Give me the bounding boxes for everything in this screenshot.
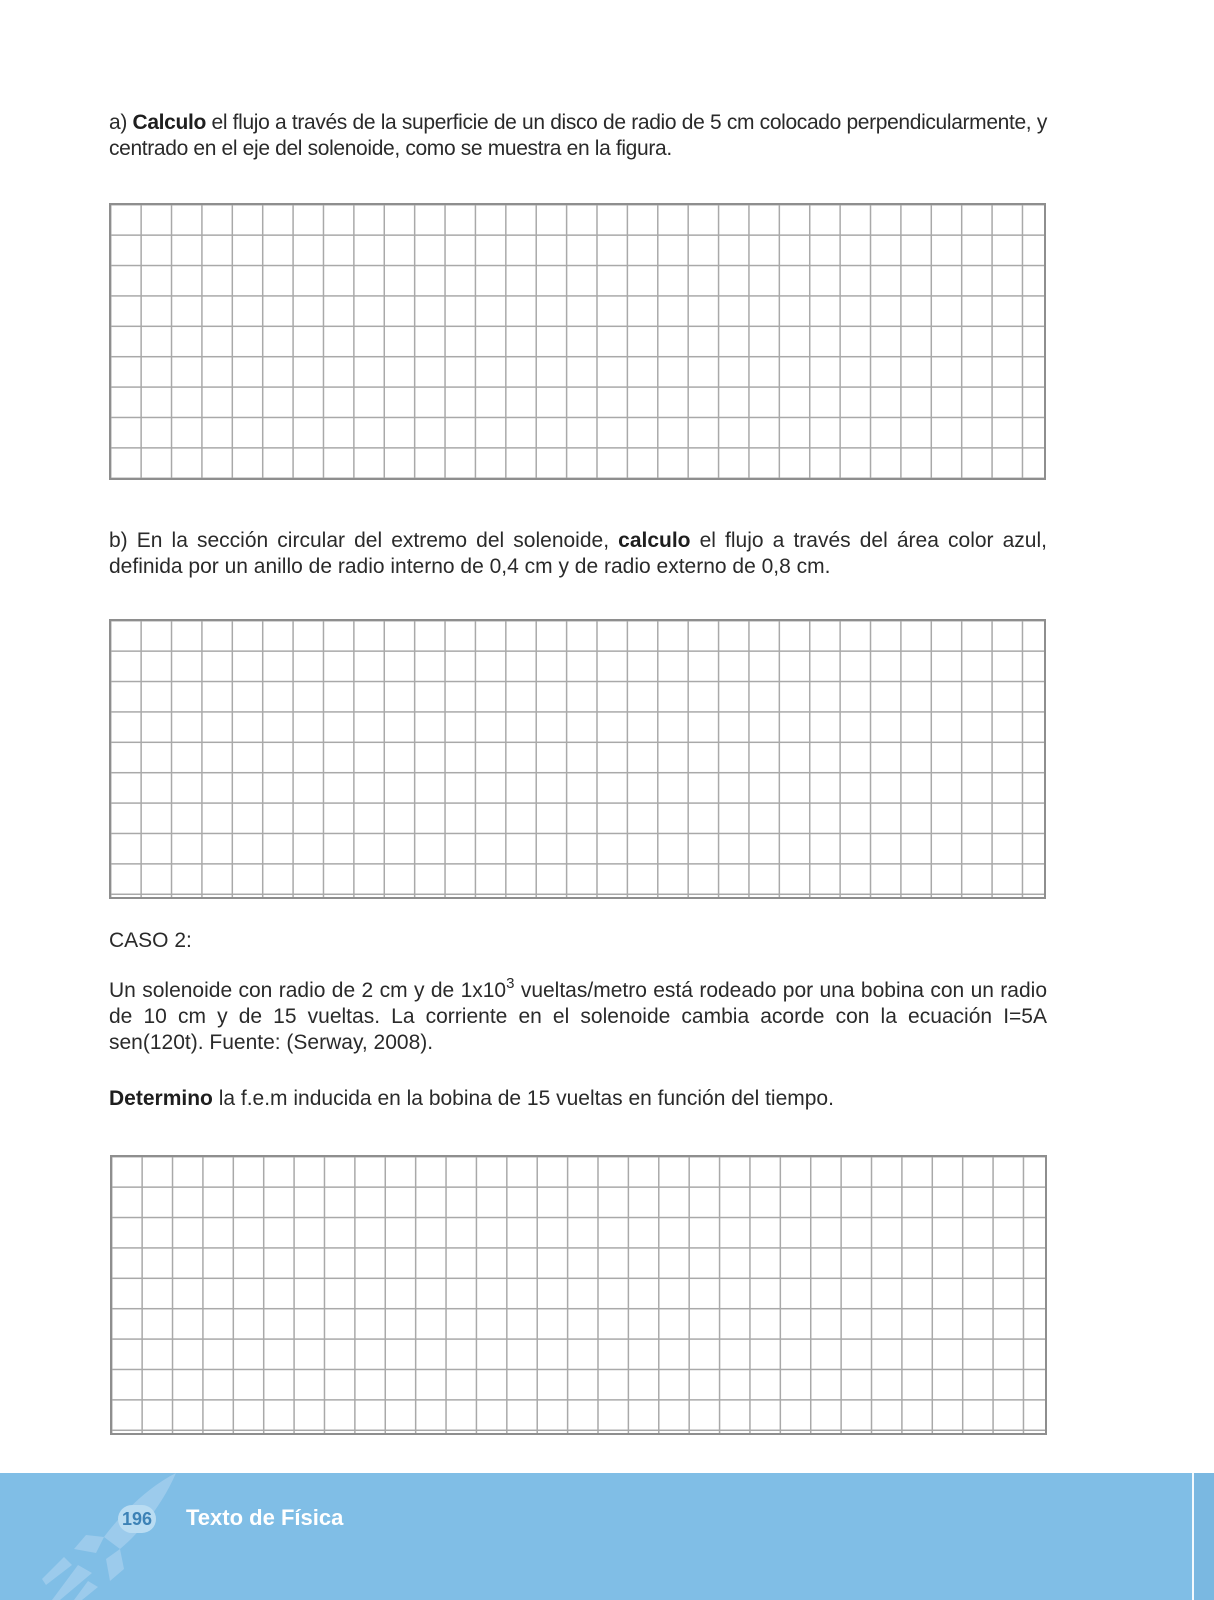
exercise-b-body: el flujo a través del área color azul, definida por un anillo de radio interno de 0,4 cm y de radio externo de 0,8 cm. <box>109 529 1047 578</box>
exercise-b-text <box>109 528 1047 580</box>
case-2-statement-start: Un solenoide con radio de 2 cm y de 1x10 <box>109 979 507 1002</box>
page-edge-line <box>1192 1473 1194 1600</box>
rocket-icon <box>38 1473 188 1600</box>
exercise-a-verb: Calculo <box>132 111 206 134</box>
answer-grid-a[interactable] <box>109 203 1046 480</box>
exercise-a-body: el flujo a través de la superficie de un disco de radio de 5 cm colocado perpendicularmente, y centrado en el eje del solenoide, como se muestra en la figura. <box>109 111 1047 160</box>
case-2-statement <box>109 975 1047 1056</box>
exercise-a-label: a) <box>109 111 127 134</box>
case-2-task-body: la f.e.m inducida en la bobina de 15 vueltas en función del tiempo. <box>212 1087 834 1110</box>
case-2-task <box>109 1086 1047 1112</box>
case-2-task-verb: Determino <box>109 1087 213 1110</box>
exercise-a-text <box>109 110 1047 162</box>
page-number-badge: 196 <box>118 1505 156 1533</box>
case-2-exponent: 3 <box>506 975 515 992</box>
answer-grid-b[interactable] <box>109 619 1046 899</box>
page-edge <box>1194 1473 1214 1600</box>
answer-grid-c[interactable] <box>110 1155 1047 1435</box>
case-2-statement-end: vueltas/metro está rodeado por una bobina con un radio de 10 cm y de 15 vueltas. La corriente en el solenoide cambia acorde con la ecuación I=5A sen(120t). Fuente: (Serway, 2008). <box>109 979 1047 1054</box>
page-footer <box>0 1473 1214 1600</box>
exercise-b-verb: calculo <box>618 529 691 552</box>
book-title: Texto de Física <box>186 1505 344 1530</box>
case-2-title: CASO 2: <box>109 929 192 952</box>
exercise-b-intro: b) En la sección circular del extremo del solenoide, <box>109 529 619 552</box>
